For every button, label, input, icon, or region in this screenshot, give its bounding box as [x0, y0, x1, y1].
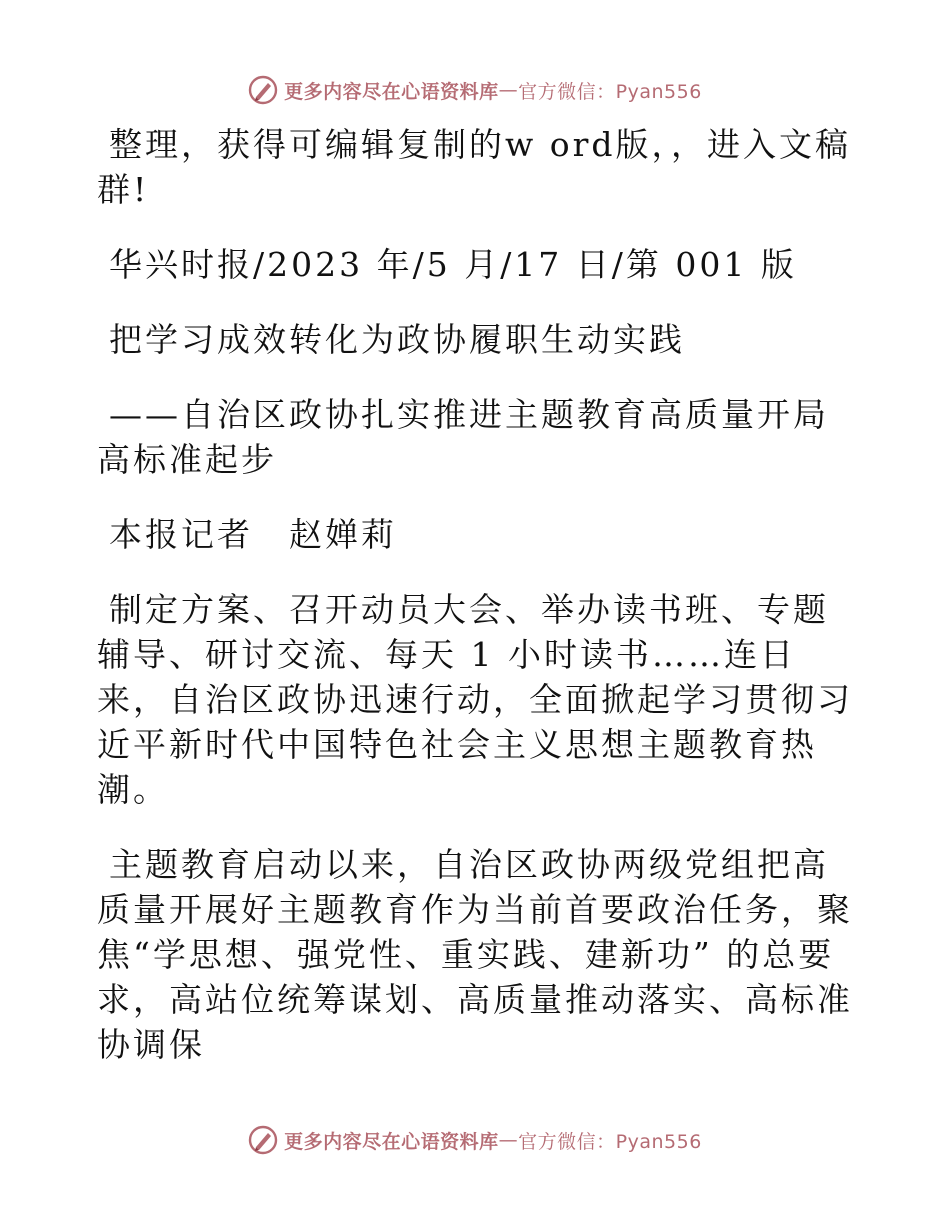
- paragraph-intro-note: 整理，获得可编辑复制的w ord版，，进入文稿群!: [97, 125, 852, 209]
- header-watermark: [0, 70, 950, 110]
- article-subtitle: ——自治区政协扎实推进主题教育高质量开局高标准起步: [97, 395, 829, 479]
- paragraph-source-line: 华兴时报/2023 年/5 月/17 日/第 001 版: [109, 245, 797, 284]
- article-paragraph-1: 制定方案、召开动员大会、举办读书班、专题辅导、研讨交流、每天 1 小时读书……连日来，自治区政协迅速行动，全面掀起学习贯彻习近平新时代中国特色社会主义思想主题教育热潮。: [97, 590, 853, 809]
- watermark-sub-text: 官方微信：Pyan556: [518, 80, 702, 103]
- footer-watermark: [0, 1120, 950, 1160]
- document-body: [97, 122, 857, 1097]
- pen-circle-logo-icon: [248, 1125, 278, 1155]
- watermark-main-text: 更多内容尽在心语资料库: [284, 1130, 499, 1153]
- watermark-sub-text: 官方微信：Pyan556: [518, 1130, 702, 1153]
- article-paragraph-2: 主题教育启动以来，自治区政协两级党组把高质量开展好主题教育作为当前首要政治任务，聚焦“学思想、强党性、重实践、建新功” 的总要求，高站位统筹谋划、高质量推动落实、高标准协调保: [97, 845, 853, 1064]
- article-byline: 本报记者 赵婵莉: [109, 515, 397, 554]
- article-title: 把学习成效转化为政协履职生动实践: [109, 320, 685, 359]
- watermark-main-text: 更多内容尽在心语资料库: [284, 80, 499, 103]
- watermark-dash: —: [498, 1129, 519, 1151]
- watermark-dash: —: [498, 79, 519, 101]
- pen-circle-logo-icon: [248, 75, 278, 105]
